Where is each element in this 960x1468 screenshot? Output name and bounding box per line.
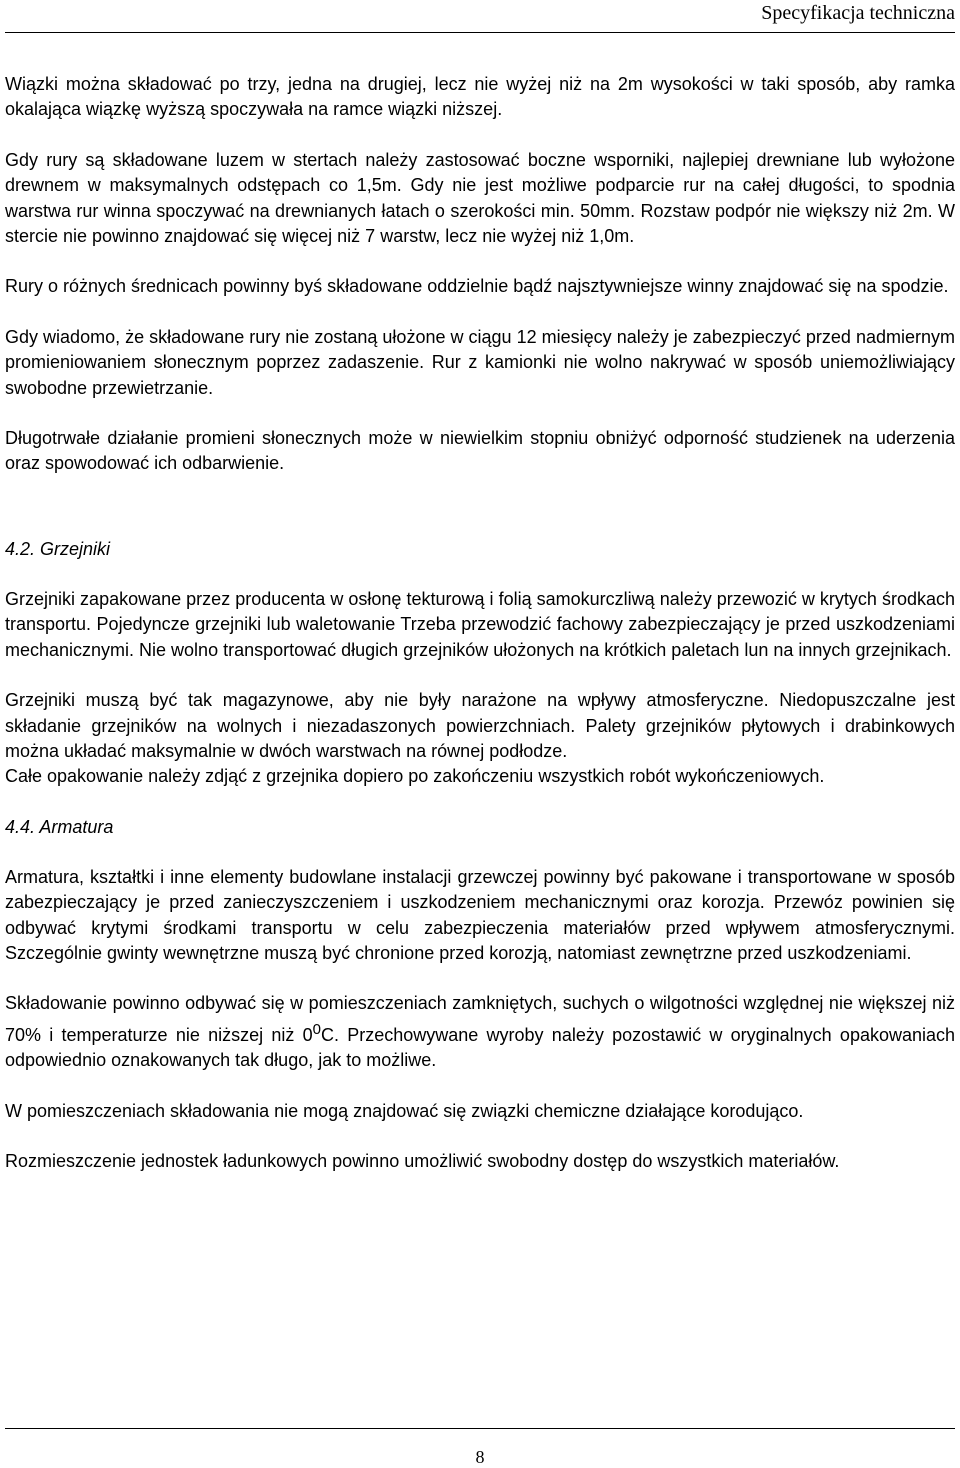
paragraph-text: Składowanie powinno odbywać się w pomieszczeniach zamkniętych, suchych o wilgotności względnej nie większej niż 70% i temperaturze nie niższej niż 0 — [5, 993, 955, 1045]
section-heading-armatura: 4.4. Armatura — [5, 816, 114, 837]
paragraph: Wiązki można składować po trzy, jedna na drugiej, lecz nie wyżej niż na 2m wysokości w taki sposób, aby ramka okalająca wiązkę wyższą spoczywała na ramce wiązki niższej. — [5, 74, 955, 120]
paragraph: Długotrwałe działanie promieni słonecznych może w niewielkim stopniu obniżyć odporność studzienek na uderzenia oraz spowodować ich odbarwienie. — [5, 428, 955, 474]
paragraph-text: C. Przechowywane wyroby należy pozostawić w oryginalnych opakowaniach odpowiednio oznakowanych tak długo, jak to możliwe. — [5, 1024, 956, 1071]
document-body — [5, 72, 955, 1199]
paragraph: Rozmieszczenie jednostek ładunkowych powinno umożliwić swobodny dostęp do wszystkich materiałów. — [5, 1150, 840, 1171]
paragraph: W pomieszczeniach składowania nie mogą znajdować się związki chemiczne działające korodująco. — [5, 1100, 804, 1121]
page-number: 8 — [475, 1447, 485, 1467]
paragraph: Całe opakowanie należy zdjąć z grzejnika dopiero po zakończeniu wszystkich robót wykończeniowych. — [5, 766, 825, 787]
section-heading-grzejniki: 4.2. Grzejniki — [5, 538, 111, 559]
paragraph: Rury o różnych średnicach powinny byś składowane oddzielnie bądź najsztywniejsze winny znajdować się na spodzie. — [5, 276, 949, 297]
paragraph: Gdy wiadomo, że składowane rury nie zostaną ułożone w ciągu 12 miesięcy należy je zabezpieczyć przed nadmiernym promieniowaniem słonecznym poprzez zadaszenie. Rur z kamionki nie wolno nakrywać w sposób uniemożliwiający swobodne przewietrzanie. — [5, 326, 955, 398]
degree-superscript: 0 — [312, 1020, 321, 1038]
paragraph-storage — [5, 991, 955, 1073]
paragraph: Grzejniki muszą być tak magazynowe, aby nie były narażone na wpływy atmosferyczne. Niedopuszczalne jest składanie grzejników na wolnych i niezadaszonych powierzchniach. Palety grzejników płytowych i drabinkowych można układać maksymalnie w dwóch warstwach na równej podłodze. — [5, 690, 955, 761]
running-header: Specyfikacja techniczna — [761, 2, 955, 24]
paragraph: Grzejniki zapakowane przez producenta w osłonę tekturową i folią samokurczliwą należy przewozić w krytych środkach transportu. Pojedyncze grzejniki lub waletowanie Trzeba przewodzić fachowy zabezpieczający je przed uszkodzeniami mechanicznymi. Nie wolno transportować długich grzejników ułożonych na krótkich paletach lun na innych grzejnikach. — [5, 588, 955, 660]
header-divider — [5, 32, 955, 33]
footer-divider — [5, 1428, 955, 1429]
paragraph: Armatura, kształtki i inne elementy budowlane instalacji grzewczej powinny być pakowane i transportowane w sposób zabezpieczający je przed zanieczyszczeniem i uszkodzeniem mechanicznymi oraz korozja. Przewóz powinien się odbywać krytymi środkami transportu w celu zabezpieczenia materiałów przed wpływem atmosferycznymi. Szczególnie gwinty wewnętrzne muszą być chronione przed korozją, natomiast zewnętrzne przed uszkodzeniami. — [5, 866, 955, 963]
paragraph: Gdy rury są składowane luzem w stertach należy zastosować boczne wsporniki, najlepiej drewniane lub wyłożone drewnem w maksymalnych odstępach co 1,5m. Gdy nie jest możliwe podparcie rur na całej długości, to spodnia warstwa rur winna spoczywać na drewnianych łatach o szerokości min. 50mm. Rozstaw podpór nie większy niż 2m. W stercie nie powinno znajdować się więcej niż 7 warstw, lecz nie wyżej niż 1,0m. — [5, 149, 955, 247]
